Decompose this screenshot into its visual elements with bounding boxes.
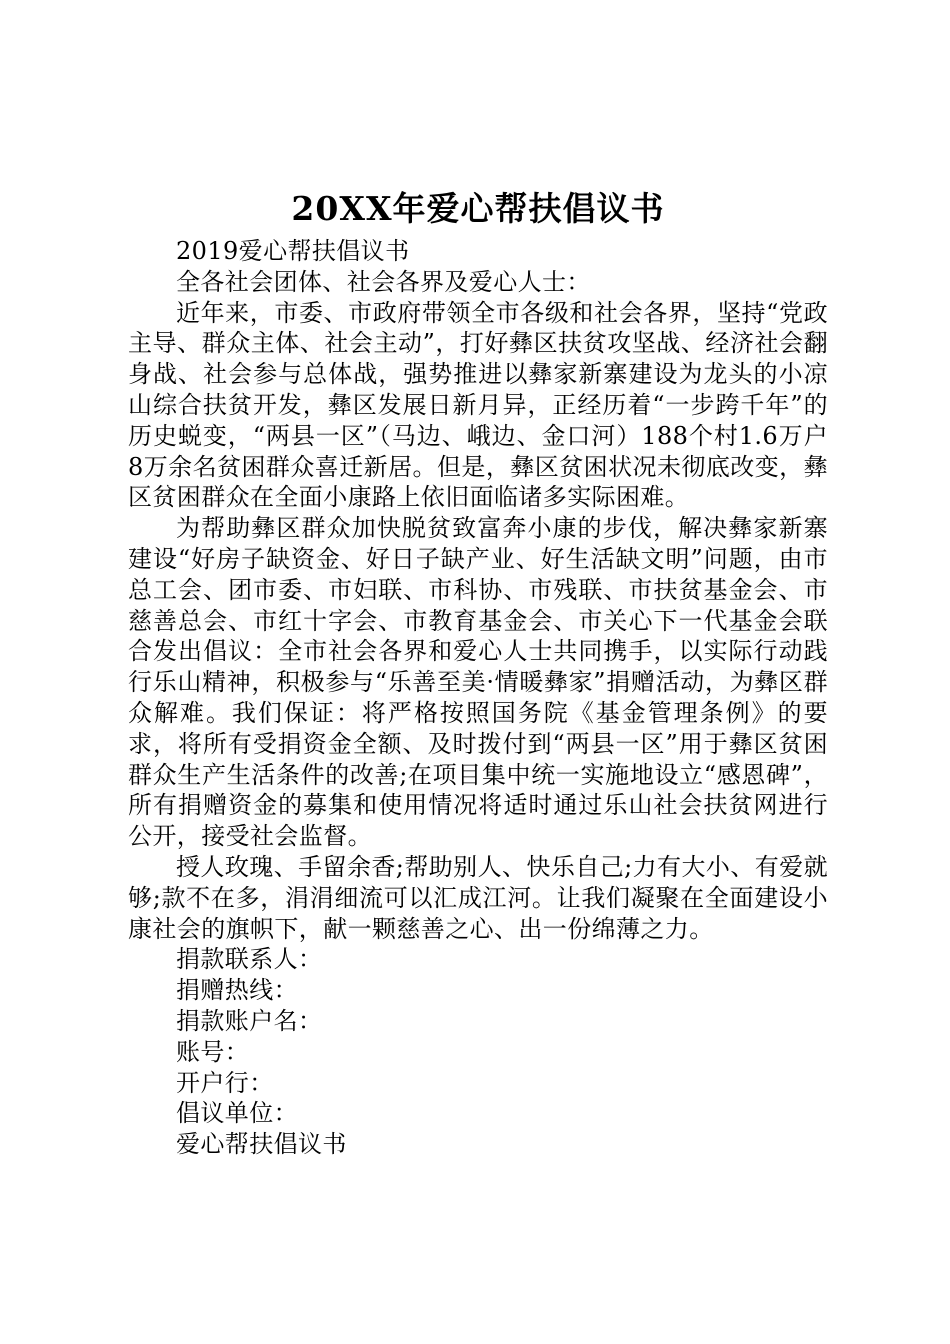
field-initiator: 倡议单位：	[176, 1099, 298, 1128]
salutation: 全各社会团体、社会各界及爱心人士：	[176, 267, 591, 296]
field-hotline: 捐赠热线：	[176, 976, 298, 1005]
document-page	[128, 0, 828, 1344]
paragraph-initiative: 为帮助彝区群众加快脱贫致富奔小康的步伐，解决彝家新寨建设“好房子缺资金、好日子缺产业、好生活缺文明”问题，由市总工会、团市委、市妇联、市科协、市残联、市扶贫基金会、市慈善总会、市红十字会、市教育基金会、市关心下一代基金会联合发出倡议：全市社会各界和爱心人士共同携手，以实际行动践行乐山精神，积极参与“乐善至美·情暖彝家”捐赠活动，为彝区群众解难。我们保证：将严格按照国务院《基金管理条例》的要求，将所有受捐资金全额、及时拨付到“两县一区”用于彝区贫困群众生产生活条件的改善;在项目集中统一实施地设立“感恩碑”，所有捐赠资金的募集和使用情况将适时通过乐山社会扶贫网进行公开，接受社会监督。	[128, 514, 828, 851]
field-account-number: 账号：	[176, 1037, 250, 1066]
paragraph-appeal: 授人玫瑰、手留余香;帮助别人、快乐自己;力有大小、有爱就够;款不在多，涓涓细流可以汇成江河。让我们凝聚在全面建设小康社会的旗帜下，献一颗慈善之心、出一份绵薄之力。	[128, 852, 828, 943]
field-contact-person: 捐款联系人：	[176, 945, 323, 974]
subtitle-line: 2019爱心帮扶倡议书	[176, 237, 410, 265]
paragraph-background: 近年来，市委、市政府带领全市各级和社会各界，坚持“党政主导、群众主体、社会主动”，打好彝区扶贫攻坚战、经济社会翻身战、社会参与总体战，强势推进以彝家新寨建设为龙头的小凉山综合扶贫开发，彝区发展日新月异，正经历着“一步跨千年”的历史蜕变，“两县一区”（马边、峨边、金口河）188个村1.6万户8万余名贫困群众喜迁新居。但是，彝区贫困状况未彻底改变，彝区贫困群众在全面小康路上依旧面临诸多实际困难。	[128, 298, 828, 512]
field-bank: 开户行：	[176, 1068, 274, 1097]
field-account-name: 捐款账户名：	[176, 1006, 323, 1035]
document-title: 20XX年爱心帮扶倡议书	[291, 189, 665, 228]
document-body	[128, 236, 828, 1160]
closing-line: 爱心帮扶倡议书	[176, 1130, 347, 1159]
